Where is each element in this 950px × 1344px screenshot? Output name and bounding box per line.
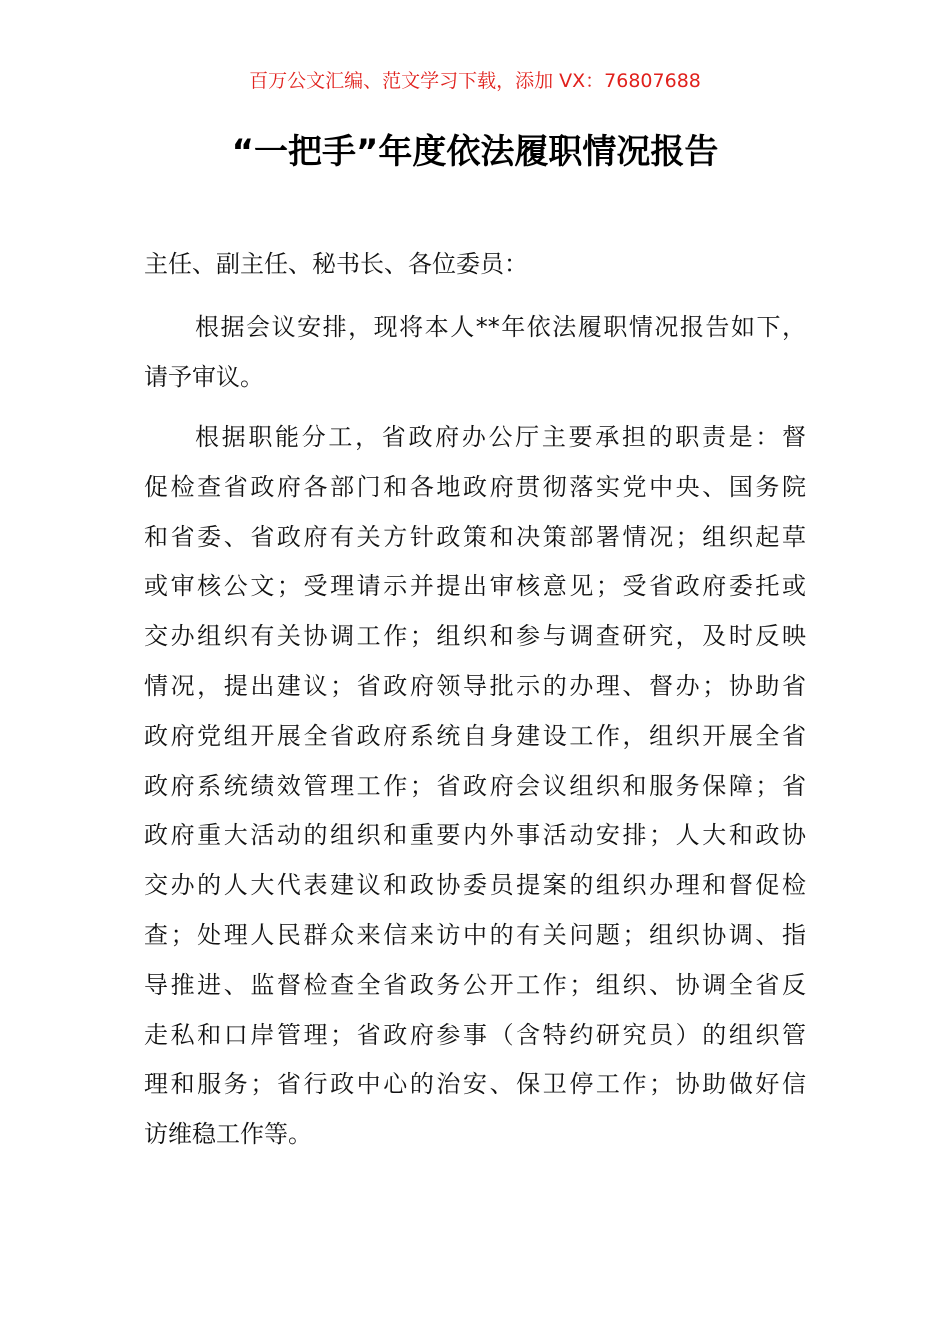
paragraph-line: 政府党组开展全省政府系统自身建设工作，组织开展全省 (144, 721, 806, 750)
paragraph-line: 理和服务；省行政中心的治安、保卫停工作；协助做好信 (144, 1070, 806, 1099)
paragraph-duties (144, 413, 806, 1160)
document-title: “一把手”年度依法履职情况报告 (231, 132, 719, 172)
paragraph-line: 请予审议。 (144, 362, 264, 391)
paragraph-line: 交办组织有关协调工作；组织和参与调查研究，及时反映 (144, 622, 806, 651)
paragraph-line: 和省委、省政府有关方针政策和决策部署情况；组织起草 (144, 522, 806, 551)
paragraph-line: 走私和口岸管理；省政府参事（含特约研究员）的组织管 (144, 1020, 806, 1049)
paragraph-line: 政府系统绩效管理工作；省政府会议组织和服务保障；省 (144, 771, 806, 800)
paragraph-line: 交办的人大代表建议和政协委员提案的组织办理和督促检 (144, 871, 806, 900)
paragraph-line: 根据会议安排，现将本人**年依法履职情况报告如下， (195, 313, 806, 341)
paragraph-line: 或审核公文；受理请示并提出审核意见；受省政府委托或 (144, 572, 806, 601)
paragraph-line: 根据职能分工，省政府办公厅主要承担的职责是：督 (195, 423, 806, 451)
paragraph-line: 导推进、监督检查全省政务公开工作；组织、协调全省反 (144, 970, 806, 999)
paragraph-line: 查；处理人民群众来信来访中的有关问题；组织协调、指 (144, 920, 806, 949)
paragraph-line: 访维稳工作等。 (144, 1120, 312, 1149)
salutation-line: 主任、副主任、秘书长、各位委员： (144, 250, 528, 278)
watermark-header: 百万公文汇编、范文学习下载，添加 VX：76807688 (249, 70, 701, 92)
salutation (144, 240, 806, 290)
paragraph-line: 促检查省政府各部门和各地政府贯彻落实党中央、国务院 (144, 472, 806, 501)
paragraph-line: 情况，提出建议；省政府领导批示的办理、督办；协助省 (144, 671, 806, 700)
paragraph-line: 政府重大活动的组织和重要内外事活动安排；人大和政协 (144, 821, 806, 850)
paragraph-intro (144, 303, 806, 403)
